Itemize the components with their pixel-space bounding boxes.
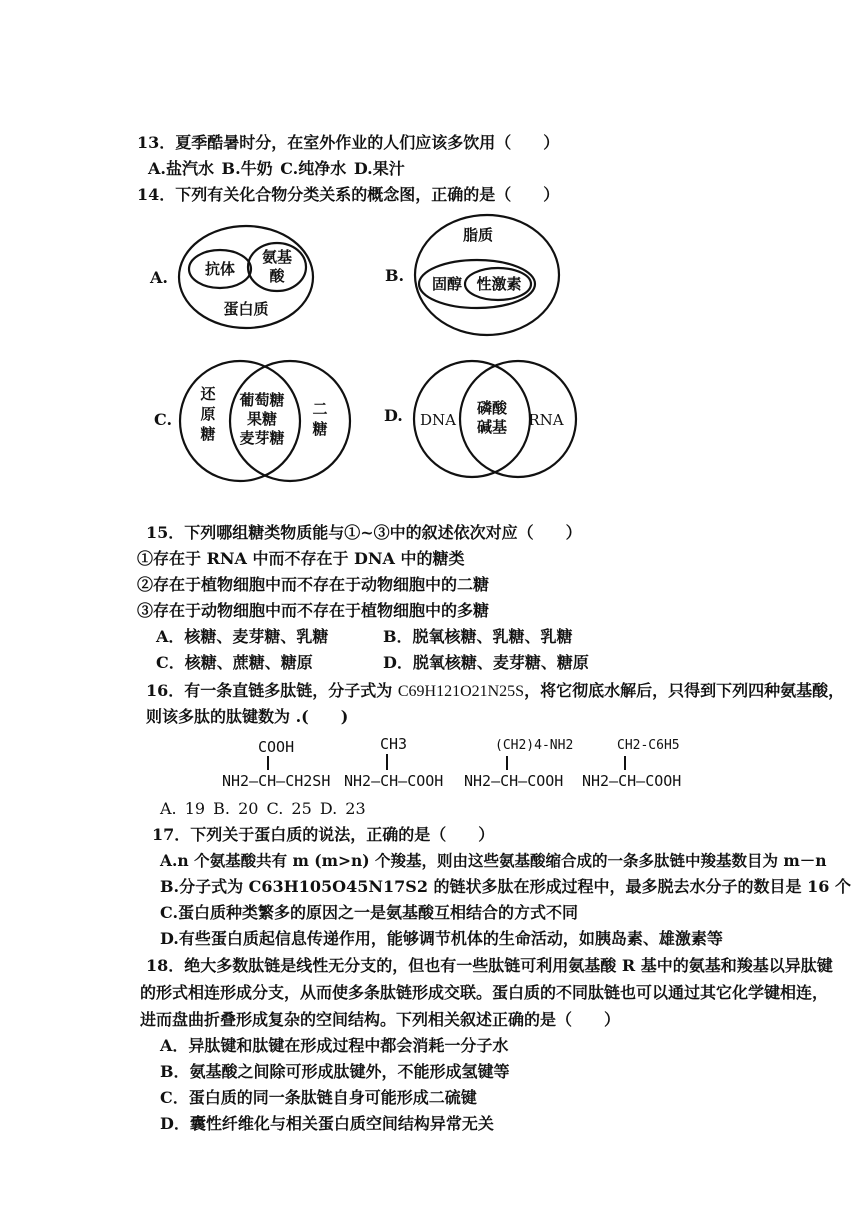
aa1-side: COOH (258, 738, 295, 756)
aa2-main: NH2–CH–COOH (344, 772, 444, 790)
diagram-d-rna: RNA (528, 411, 564, 429)
diagram-c-maltose: 麦芽糖 (239, 429, 285, 447)
q18-option-c: C．蛋白质的同一条肽链自身可能形成二硫键 (160, 1088, 477, 1107)
diagram-c-glucose: 葡萄糖 (239, 391, 285, 409)
q15-statement-2: ②存在于植物细胞中而不存在于动物细胞中的二糖 (137, 575, 490, 594)
q16-stem-post: ，将它彻底水解后，只得到下列四种氨基酸， (524, 681, 845, 700)
diagram-b-label: B. (385, 266, 405, 285)
diagram-a-protein: 蛋白质 (223, 300, 269, 318)
aa2-bond (386, 754, 388, 770)
q13-stem: 13．夏季酷暑时分，在室外作业的人们应该多饮用（ ） (137, 133, 560, 152)
diagram-c-disaccharide-l1: 二 (312, 400, 328, 418)
q16-formula: C69H121O21N25S (397, 683, 525, 700)
q13-options: A.盐汽水 B.牛奶 C.纯净水 D.果汁 (148, 159, 405, 178)
diagram-b-lipid: 脂质 (462, 226, 493, 244)
q17-option-a: A.n 个氨基酸共有 m (m>n) 个羧基，则由这些氨基酸缩合成的一条多肽链中羧基数目为 m－n (160, 851, 827, 870)
q18-line-3: 进而盘曲折叠形成复杂的空间结构。下列相关叙述正确的是（ ） (140, 1010, 621, 1029)
q18-option-d: D．囊性纤维化与相关蛋白质空间结构异常无关 (160, 1114, 494, 1133)
diagram-a-amino-l1: 氨基 (261, 248, 292, 266)
q16-options: A. 19 B. 20 C. 25 D. 23 (160, 799, 366, 818)
diagram-c-label: C. (154, 410, 173, 429)
q17-stem: 17．下列关于蛋白质的说法，正确的是（ ） (152, 825, 495, 844)
q14-stem: 14．下列有关化合物分类关系的概念图，正确的是（ ） (137, 185, 560, 204)
q18-option-a: A．异肽键和肽键在形成过程中都会消耗一分子水 (160, 1036, 509, 1055)
aa4-main: NH2–CH–COOH (582, 772, 682, 790)
q15-option-c: C．核糖、蔗糖、糖原 (156, 653, 313, 672)
aa4-bond (624, 756, 626, 770)
q18-option-b: B．氨基酸之间除可形成肽键外，不能形成氢键等 (160, 1062, 510, 1081)
q18-line-1: 18．绝大多数肽链是线性无分支的，但也有一些肽链可利用氨基酸 R 基中的氨基和羧基以异肽键 (146, 956, 833, 975)
q15-stem: 15．下列哪组糖类物质能与①~③中的叙述依次对应（ ） (146, 523, 582, 542)
q15-option-d: D．脱氧核糖、麦芽糖、糖原 (383, 653, 589, 672)
diagram-d-phosphate: 磷酸 (476, 399, 507, 417)
diagram-b-sterol: 固醇 (431, 275, 462, 293)
diagram-c-disaccharide-l2: 糖 (312, 420, 328, 438)
q17-option-b: B.分子式为 C63H105O45N17S2 的链状多肽在形成过程中，最多脱去水分子的数目是 16 个 (160, 877, 851, 896)
diagram-c-reducing-l1: 还 (200, 385, 216, 403)
aa1-main: NH2–CH–CH2SH (222, 772, 331, 790)
diagram-a-antibody: 抗体 (204, 260, 235, 278)
diagram-d-label: D. (384, 406, 403, 425)
q17-option-d: D.有些蛋白质起信息传递作用，能够调节机体的生命活动，如胰岛素、雄激素等 (160, 929, 723, 948)
q17-option-c: C.蛋白质种类繁多的原因之一是氨基酸互相结合的方式不同 (160, 903, 579, 922)
q16-stem-pre: 16．有一条直链多肽链，分子式为 (146, 681, 398, 700)
q16-stem (146, 680, 844, 703)
q15-option-a: A．核糖、麦芽糖、乳糖 (156, 627, 329, 646)
diagram-b-sex-hormone: 性激素 (476, 275, 522, 293)
aa1-bond (267, 756, 269, 770)
diagram-a-amino-l2: 酸 (269, 267, 285, 285)
aa3-side: (CH2)4-NH2 (495, 738, 574, 753)
q16-stem-2: 则该多肽的肽键数为 .( ) (146, 707, 349, 726)
diagram-d-dna: DNA (420, 411, 456, 429)
diagram-d-base: 碱基 (476, 418, 507, 436)
aa3-main: NH2–CH–COOH (464, 772, 564, 790)
diagram-c-fructose: 果糖 (246, 410, 277, 428)
aa3-bond (506, 756, 508, 770)
q18-line-2: 的形式相连形成分支，从而使多条肽链形成交联。蛋白质的不同肽链也可以通过其它化学键相连， (140, 983, 829, 1002)
diagram-c-reducing-l3: 糖 (200, 425, 216, 443)
aa4-side: CH2-C6H5 (617, 738, 680, 753)
diagram-a-label: A. (150, 268, 168, 287)
q15-statement-3: ③存在于动物细胞中而不存在于植物细胞中的多糖 (137, 601, 490, 620)
q15-statement-1: ①存在于 RNA 中而不存在于 DNA 中的糖类 (137, 549, 465, 568)
q15-option-b: B．脱氧核糖、乳糖、乳糖 (383, 627, 573, 646)
aa2-side: CH3 (380, 735, 408, 753)
diagram-c-reducing-l2: 原 (200, 405, 216, 423)
